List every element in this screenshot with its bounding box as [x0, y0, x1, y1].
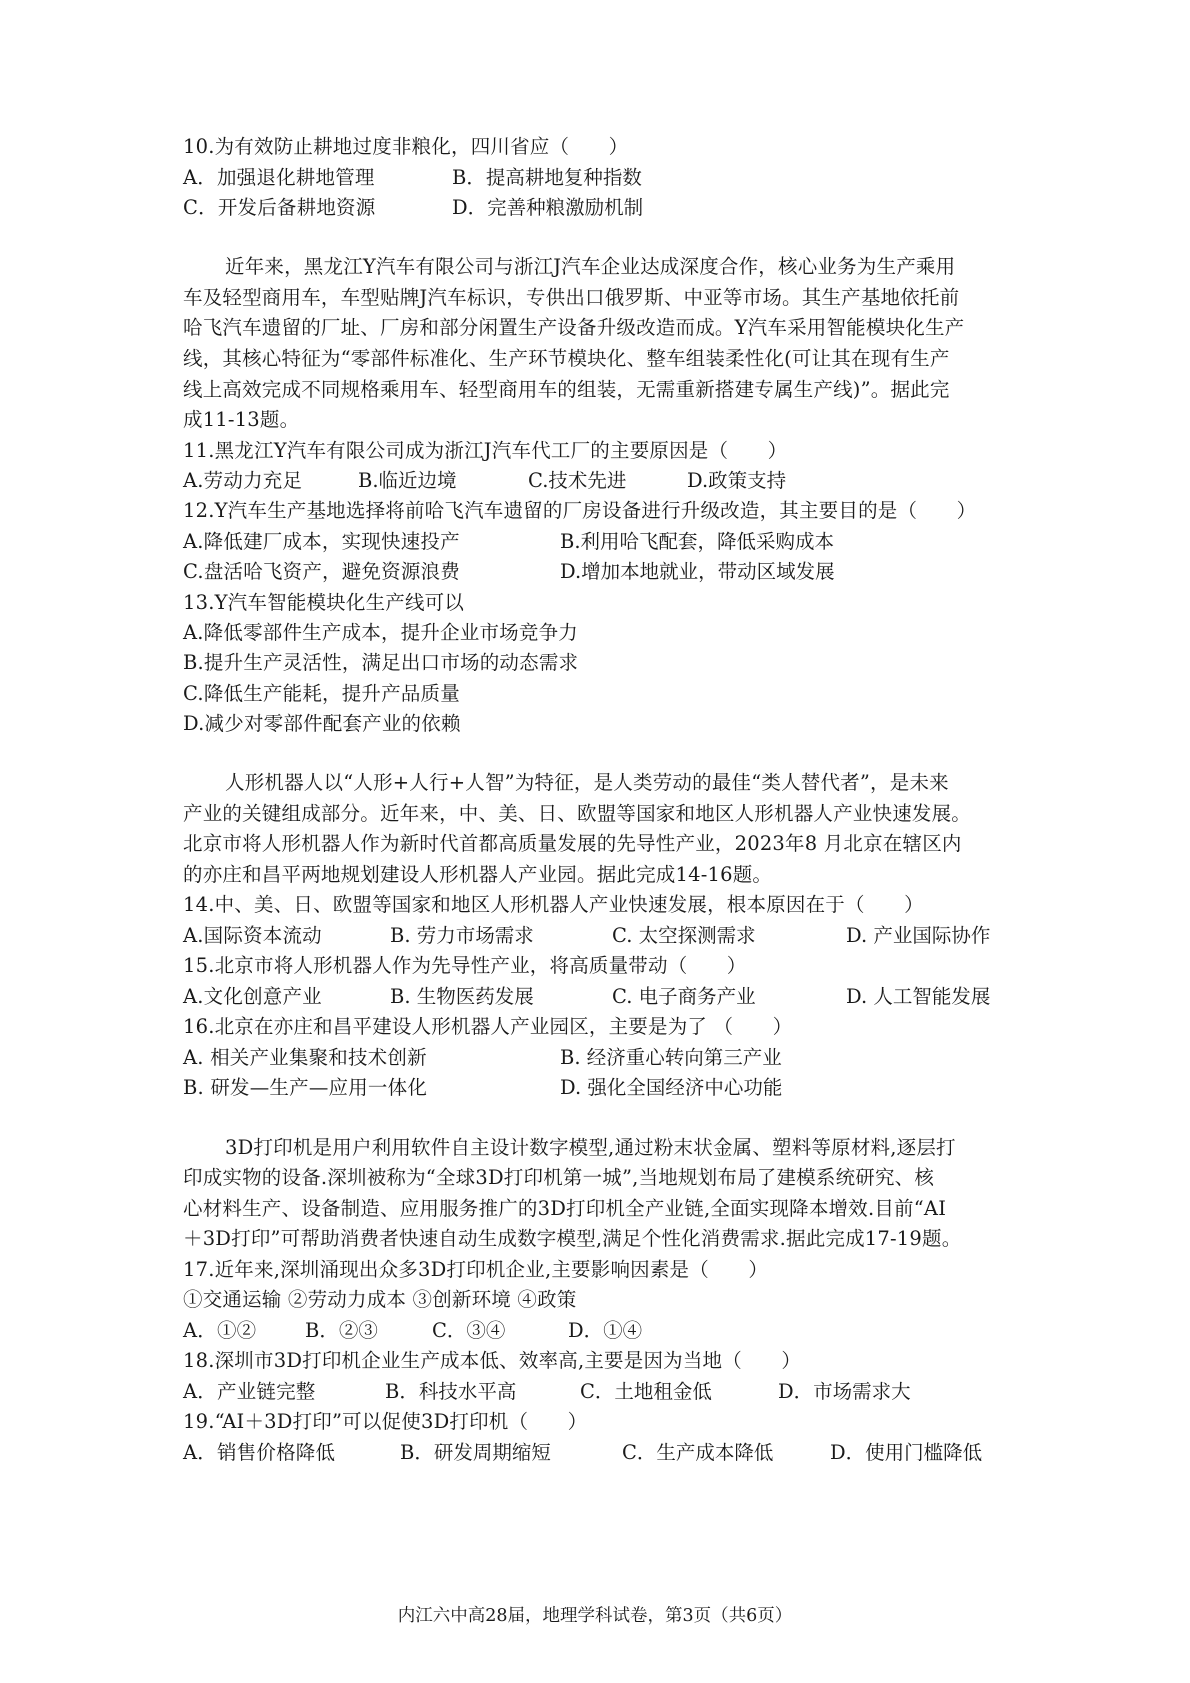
passage3-line: 3D打印机是用户利用软件自主设计数字模型,通过粉末状金属、塑料等原材料,逐层打: [225, 1136, 956, 1159]
q12-option-a: A.降低建厂成本，实现快速投产: [183, 530, 460, 553]
q12-option-b: B.利用哈飞配套，降低采购成本: [560, 530, 835, 553]
q16-option-d: D. 强化全国经济中心功能: [560, 1076, 783, 1099]
q17-option-d: D．①④: [568, 1319, 643, 1342]
passage2-line: 北京市将人形机器人作为新时代首都高质量发展的先导性产业，2023年8 月北京在辖区内: [183, 832, 962, 855]
q19-option-d: D．使用门槛降低: [830, 1441, 983, 1464]
q13-stem: 13.Y汽车智能模块化生产线可以: [183, 591, 465, 614]
q15-option-c: C. 电子商务产业: [612, 985, 756, 1008]
q10-option-b: B．提高耕地复种指数: [452, 166, 642, 189]
passage1-line: 线上高效完成不同规格乘用车、轻型商用车的组装，无需重新搭建专属生产线)”。据此完: [183, 378, 950, 401]
q19-option-b: B．研发周期缩短: [400, 1441, 551, 1464]
q14-option-d: D. 产业国际协作: [846, 924, 991, 947]
q11-option-d: D.政策支持: [687, 469, 787, 492]
q18-stem: 18.深圳市3D打印机企业生产成本低、效率高,主要是因为当地（ ）: [183, 1349, 802, 1372]
page-footer: 内江六中高28届，地理学科试卷，第3页（共6页）: [397, 1606, 793, 1626]
q14-option-b: B. 劳力市场需求: [390, 924, 534, 947]
q16-option-a: A. 相关产业集聚和技术创新: [183, 1046, 427, 1069]
q13-option-b: B.提升生产灵活性，满足出口市场的动态需求: [183, 651, 579, 674]
q19-stem: 19.“AI＋3D打印”可以促使3D打印机（ ）: [183, 1410, 588, 1433]
q18-option-d: D．市场需求大: [778, 1380, 911, 1403]
passage2-line: 的亦庄和昌平两地规划建设人形机器人产业园。据此完成14-16题。: [183, 863, 773, 886]
q11-option-a: A.劳动力充足: [183, 469, 303, 492]
q14-stem: 14.中、美、日、欧盟等国家和地区人形机器人产业快速发展，根本原因在于（ ）: [183, 893, 924, 916]
q14-option-c: C. 太空探测需求: [612, 924, 756, 947]
passage3-line: ＋3D打印”可帮助消费者快速自动生成数字模型,满足个性化消费需求.据此完成17-19题。: [183, 1227, 962, 1250]
q15-option-a: A.文化创意产业: [183, 985, 322, 1008]
q12-stem: 12.Y汽车生产基地选择将前哈飞汽车遗留的厂房设备进行升级改造，其主要目的是（ ）: [183, 499, 977, 522]
q12-option-c: C.盘活哈飞资产，避免资源浪费: [183, 560, 460, 583]
q15-stem: 15.北京市将人形机器人作为先导性产业，将高质量带动（ ）: [183, 954, 747, 977]
q13-option-c: C.降低生产能耗，提升产品质量: [183, 682, 460, 705]
q16-option-c: B. 研发—生产—应用一体化: [183, 1076, 428, 1099]
q18-option-a: A．产业链完整: [183, 1380, 316, 1403]
q17-option-a: A．①②: [183, 1319, 257, 1342]
q11-option-c: C.技术先进: [528, 469, 627, 492]
q18-option-c: C．土地租金低: [580, 1380, 712, 1403]
q17-option-b: B．②③: [305, 1319, 378, 1342]
q14-option-a: A.国际资本流动: [183, 924, 322, 947]
q10-option-d: D．完善种粮激励机制: [452, 196, 644, 219]
q18-option-b: B．科技水平高: [385, 1380, 517, 1403]
q10-option-a: A．加强退化耕地管理: [183, 166, 375, 189]
q13-option-a: A.降低零部件生产成本，提升企业市场竞争力: [183, 621, 578, 644]
q15-option-d: D. 人工智能发展: [846, 985, 991, 1008]
q12-option-d: D.增加本地就业，带动区域发展: [560, 560, 835, 583]
q10-stem: 10.为有效防止耕地过度非粮化，四川省应（ ）: [183, 135, 629, 158]
q10-option-c: C．开发后备耕地资源: [183, 196, 376, 219]
passage3-line: 心材料生产、设备制造、应用服务推广的3D打印机全产业链,全面实现降本增效.目前“AI: [183, 1197, 947, 1220]
passage2-line: 人形机器人以“人形+人行+人智”为特征，是人类劳动的最佳“类人替代者”，是未来: [225, 771, 949, 794]
q19-option-c: C．生产成本降低: [622, 1441, 774, 1464]
q11-option-b: B.临近边境: [358, 469, 457, 492]
passage2-line: 产业的关键组成部分。近年来，中、美、日、欧盟等国家和地区人形机器人产业快速发展。: [183, 802, 972, 825]
passage1-line: 车及轻型商用车，车型贴牌J汽车标识，专供出口俄罗斯、中亚等市场。其生产基地依托前: [183, 286, 960, 309]
q19-option-a: A．销售价格降低: [183, 1441, 336, 1464]
passage3-line: 印成实物的设备.深圳被称为“全球3D打印机第一城”,当地规划布局了建模系统研究、核: [183, 1166, 935, 1189]
passage1-line: 线，其核心特征为“零部件标准化、生产环节模块化、整车组装柔性化(可让其在现有生产: [183, 347, 950, 370]
q15-option-b: B. 生物医药发展: [390, 985, 534, 1008]
q11-stem: 11.黑龙江Y汽车有限公司成为浙江J汽车代工厂的主要原因是（ ）: [183, 439, 788, 462]
q17-items: ①交通运输 ②劳动力成本 ③创新环境 ④政策: [183, 1288, 577, 1311]
passage1-line: 近年来，黑龙江Y汽车有限公司与浙江J汽车企业达成深度合作，核心业务为生产乘用: [225, 255, 956, 278]
q16-stem: 16.北京在亦庄和昌平建设人形机器人产业园区，主要是为了 （ ）: [183, 1015, 793, 1038]
passage1-line: 成11-13题。: [183, 408, 300, 431]
q17-stem: 17.近年来,深圳涌现出众多3D打印机企业,主要影响因素是（ ）: [183, 1258, 769, 1281]
q13-option-d: D.减少对零部件配套产业的依赖: [183, 712, 461, 735]
q17-option-c: C．③④: [432, 1319, 506, 1342]
q16-option-b: B. 经济重心转向第三产业: [560, 1046, 782, 1069]
passage1-line: 哈飞汽车遗留的厂址、厂房和部分闲置生产设备升级改造而成。Y汽车采用智能模块化生产: [183, 316, 965, 339]
